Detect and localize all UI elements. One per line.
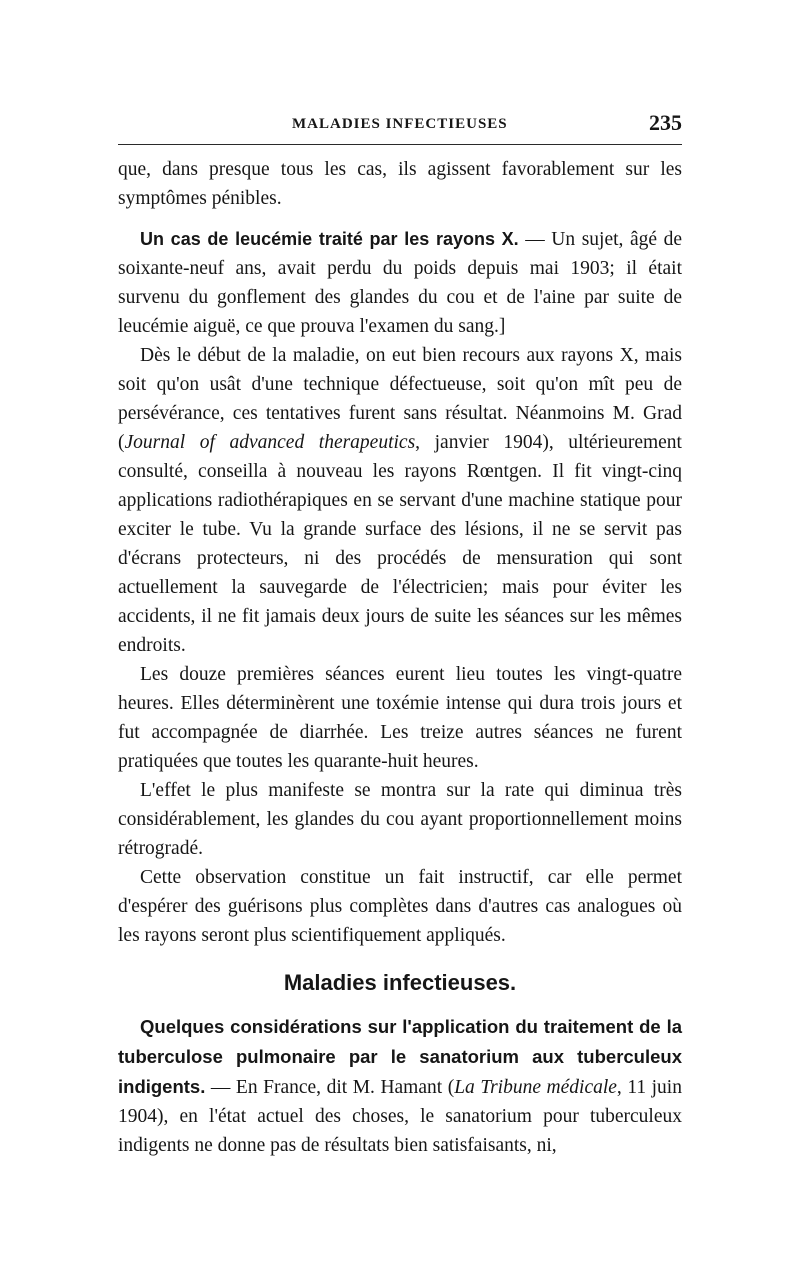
paragraph-treatment <box>118 341 682 660</box>
paragraph-text: Dès le début de la maladie, on eut bien recours aux rayons X, mais soit qu'on usât d'une technique défectueuse, soit qu'on mît peu de persévérance, ces tentatives furent sans résultat. Néanmoins M. Grad ( <box>118 345 682 453</box>
journal-title: Journal of advanced therapeutics <box>124 432 416 453</box>
paragraph-effet <box>118 776 682 863</box>
run-in-heading: Un cas de leucémie traité par les rayons X. <box>140 229 519 249</box>
paragraph-observation <box>118 863 682 950</box>
paragraph-text: , 11 juin 1904), en l'état actuel des choses, le sanatorium pour tuberculeux indigents ne donne pas de résultats bien satisfaisants, ni, <box>118 1077 682 1156</box>
paragraph-text: que, dans presque tous les cas, ils agissent favorablement sur les symptômes pénibles. <box>118 159 682 209</box>
running-head <box>118 104 682 145</box>
book-page <box>118 104 682 1160</box>
paragraph-continuation <box>118 155 682 213</box>
paragraph-text: , janvier 1904), ultérieurement consulté, conseilla à nouveau les rayons Rœntgen. Il fit vingt-cinq applications radiothérapiques en se servant d'une machine statique pour exciter le tube. Vu la grande surface des lésions, il ne se servit pas d'écrans protecteurs, ni des procédés de mensuration qui sont actuellement la sauvegarde de l'électricien; mais pour éviter les accidents, il ne fit jamais deux jours de suite les séances sur les mêmes endroits. <box>118 432 682 656</box>
journal-title: La Tribune médicale <box>454 1077 617 1098</box>
paragraph-text: Cette observation constitue un fait instructif, car elle permet d'espérer des guérisons plus complètes dans d'autres cas analogues où les rayons seront plus scientifiquement appliqués. <box>118 867 682 946</box>
running-title: MALADIES INFECTIEUSES <box>292 116 508 132</box>
paragraph-seances <box>118 660 682 776</box>
paragraph-leucemie <box>118 225 682 341</box>
paragraph-tuberculose <box>118 1012 682 1160</box>
paragraph-text: — En France, dit M. Hamant ( <box>205 1077 455 1098</box>
section-heading: Maladies infectieuses. <box>283 970 517 995</box>
paragraph-text: Les douze premières séances eurent lieu toutes les vingt-quatre heures. Elles déterminèrent une toxémie intense qui dura trois jours et fut accompagnée de diarrhée. Les treize autres séances ne furent pratiquées que toutes les quarante-huit heures. <box>118 664 682 772</box>
paragraph-text: L'effet le plus manifeste se montra sur la rate qui diminua très considérablement, les glandes du cou ayant proportionnellement moins rétrogradé. <box>118 780 682 859</box>
page-number: 235 <box>649 110 682 135</box>
paragraph-text: — Un sujet, âgé de soixante-neuf ans, avait perdu du poids depuis mai 1903; il était survenu du gonflement des glandes du cou et de l'aine par suite de leucémie aiguë, ce que prouva l'examen du sang.] <box>118 229 682 337</box>
article-title: Quelques considérations sur l'application du traitement de la tuberculose pulmonaire par le sanatorium aux tuberculeux indigents. <box>118 1016 682 1097</box>
